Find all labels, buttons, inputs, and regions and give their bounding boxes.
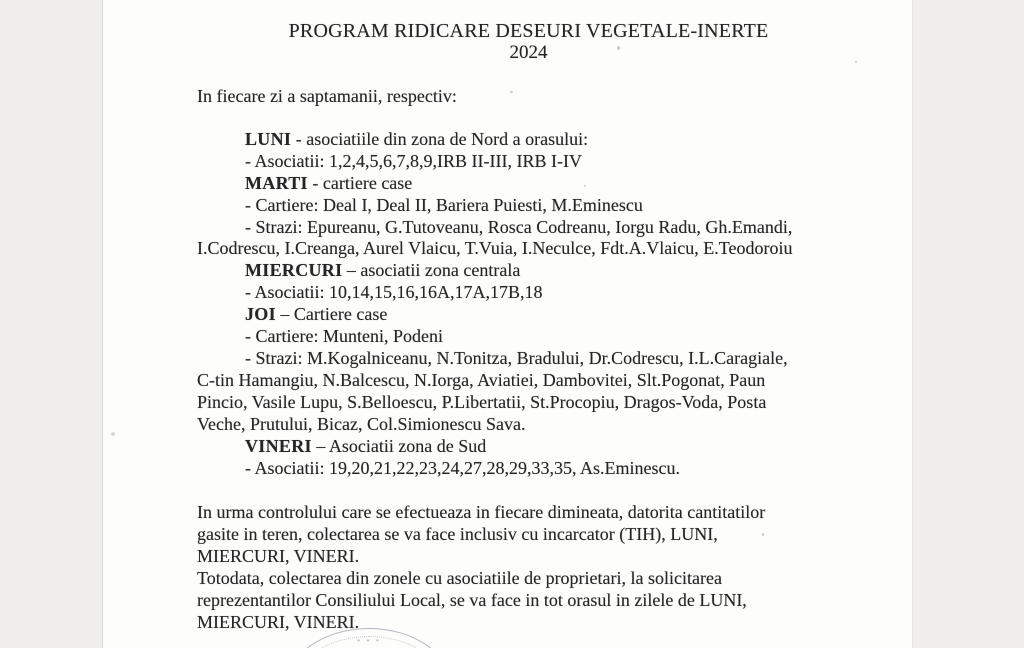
day-name: MIERCURI: [245, 260, 343, 281]
document-line: MIERCURI, VINERI.: [197, 546, 360, 567]
day-name: VINERI: [245, 435, 312, 456]
round-stamp-text: * * *: [357, 638, 381, 646]
scan-speck: [111, 432, 115, 436]
document-line: MARTI - cartiere case: [245, 172, 413, 193]
document-line: - Strazi: Epureanu, G.Tutoveanu, Rosca Codreanu, Iorgu Radu, Gh.Emandi,: [245, 216, 793, 237]
document-line: - Asociatii: 10,14,15,16,16A,17A,17B,18: [245, 282, 543, 303]
document-line: MIERCURI – asociatii zona centrala: [245, 260, 521, 281]
document-page: [102, 0, 913, 648]
document-line: In urma controlului care se efectueaza in fiecare dimineata, datorita cantitatilor: [197, 502, 766, 523]
document-year: 2024: [509, 42, 548, 63]
document-line: gasite in teren, colectarea se va face inclusiv cu incarcator (TIH), LUNI,: [197, 524, 718, 545]
document-line: Veche, Prutului, Bicaz, Col.Simionescu Sava.: [197, 413, 526, 434]
document-line: VINERI – Asociatii zona de Sud: [245, 435, 487, 456]
document-line: reprezentantilor Consiliului Local, se va face in tot orasul in zilele de LUNI,: [197, 590, 747, 611]
schedule-block: [197, 129, 860, 480]
document-line: MIERCURI, VINERI.: [197, 611, 360, 632]
document-line: - Strazi: M.Kogalniceanu, N.Tonitza, Bradului, Dr.Codrescu, I.L.Caragiale,: [245, 347, 788, 368]
intro-line: In fiecare zi a saptamanii, respectiv:: [197, 86, 457, 106]
page-title: PROGRAM RIDICARE DESEURI VEGETALE-INERTE: [288, 20, 769, 42]
scan-speck: [855, 61, 857, 63]
document-line: - Cartiere: Munteni, Podeni: [245, 326, 443, 347]
scan-speck: [617, 46, 620, 50]
document-line: I.Codrescu, I.Creanga, Aurel Vlaicu, T.Vuia, I.Neculce, Fdt.A.Vlaicu, E.Teodoroiu: [197, 238, 793, 259]
notes-block: [197, 502, 860, 633]
document-line: - Asociatii: 19,20,21,22,23,24,27,28,29,33,35, As.Eminescu.: [245, 457, 680, 478]
document-line: JOI – Cartiere case: [245, 304, 388, 325]
scan-speck: [584, 185, 586, 187]
document-line: - Cartiere: Deal I, Deal II, Bariera Puiesti, M.Eminescu: [245, 194, 643, 215]
document-line: - Asociatii: 1,2,4,5,6,7,8,9,IRB II-III, IRB I-IV: [245, 150, 582, 171]
day-name: MARTI: [245, 172, 308, 193]
scan-speck: [762, 533, 764, 536]
document-line: Totodata, colectarea din zonele cu asociatiile de proprietari, la solicitarea: [197, 568, 722, 589]
document-line: LUNI - asociatiile din zona de Nord a orasului:: [245, 128, 589, 149]
document-line: Pincio, Vasile Lupu, S.Belloescu, P.Libertatii, St.Procopiu, Dragos-Voda, Posta: [197, 391, 767, 412]
document-content: [103, 0, 912, 634]
document-line: C-tin Hamangiu, N.Balcescu, N.Iorga, Aviatiei, Dambovitei, Slt.Pogonat, Paun: [197, 369, 766, 390]
day-name: JOI: [245, 304, 276, 325]
scan-speck: [510, 91, 513, 93]
day-name: LUNI: [245, 128, 292, 149]
